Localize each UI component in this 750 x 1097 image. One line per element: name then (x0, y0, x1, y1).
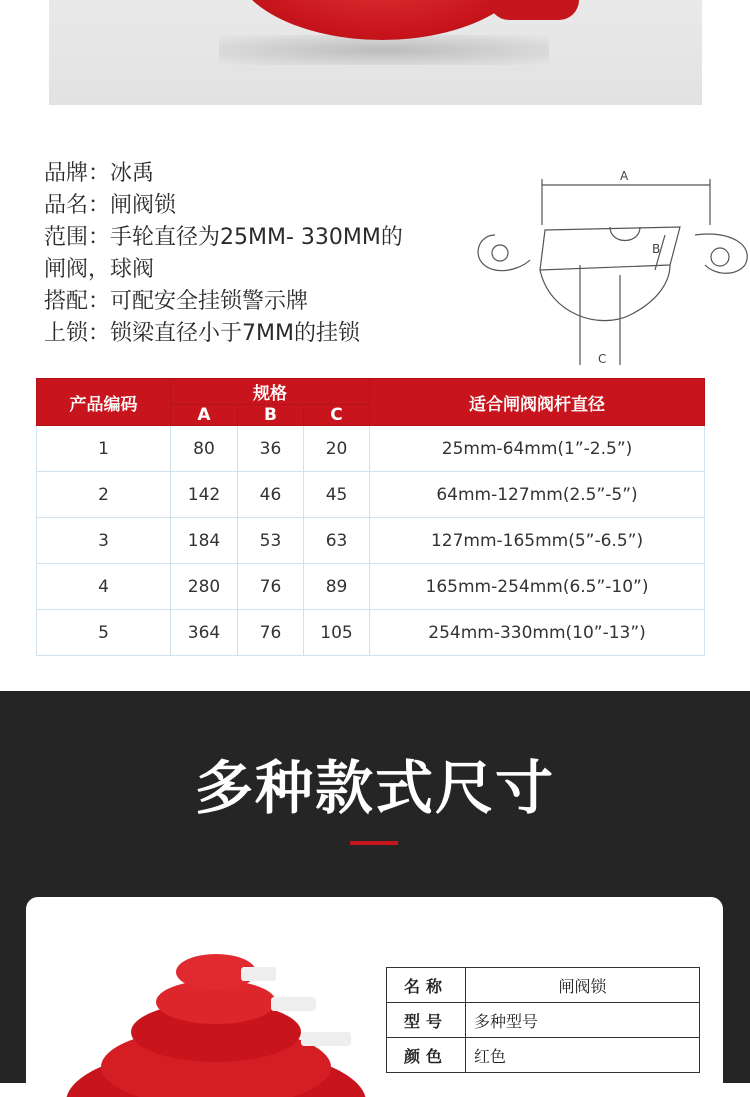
cell-a: 364 (171, 610, 238, 656)
cell-code: 4 (37, 564, 171, 610)
cell-code: 2 (37, 472, 171, 518)
title-accent-bar (350, 841, 398, 845)
header-product-code: 产品编码 (37, 379, 171, 426)
cell-b: 36 (238, 426, 304, 472)
header-c: C (304, 405, 370, 426)
attribute-key: 颜色 (387, 1038, 466, 1073)
cell-b: 76 (238, 564, 304, 610)
header-a: A (171, 405, 238, 426)
red-lock-tab (489, 0, 579, 20)
table-row (37, 518, 705, 564)
cell-c: 89 (304, 564, 370, 610)
red-lock-image (232, 0, 532, 40)
cell-range: 25mm-64mm(1”-2.5”) (370, 426, 705, 472)
attribute-row (387, 968, 700, 1003)
dimension-diagram (470, 165, 750, 365)
attribute-value: 闸阀锁 (466, 968, 700, 1003)
attribute-row (387, 1038, 700, 1073)
attribute-row (387, 1003, 700, 1038)
cell-a: 184 (171, 518, 238, 564)
cell-b: 46 (238, 472, 304, 518)
spec-line: 闸阀，球阀 (44, 257, 155, 282)
table-row (37, 564, 705, 610)
cell-c: 20 (304, 426, 370, 472)
table-row (37, 472, 705, 518)
cell-range: 64mm-127mm(2.5”-5”) (370, 472, 705, 518)
spec-line: 搭配：可配安全挂锁警示牌 (44, 289, 309, 314)
dimension-label-b: B (652, 242, 661, 256)
attribute-key: 名称 (387, 968, 466, 1003)
cell-c: 105 (304, 610, 370, 656)
cell-code: 3 (37, 518, 171, 564)
spec-line: 范围：手轮直径为25MM- 330MM的 (44, 225, 403, 250)
cell-a: 142 (171, 472, 238, 518)
cell-range: 254mm-330mm(10”-13”) (370, 610, 705, 656)
product-card (26, 897, 723, 1097)
stacked-locks-image (66, 927, 366, 1097)
attribute-table (386, 967, 700, 1073)
header-stem-diameter: 适合闸阀阀杆直径 (370, 379, 705, 426)
product-photo-top (49, 0, 702, 105)
cell-a: 80 (171, 426, 238, 472)
spec-line: 品牌：冰禹 (44, 161, 155, 186)
dark-section (0, 691, 750, 1083)
spec-line: 品名：闸阀锁 (44, 193, 177, 218)
section-title: 多种款式尺寸 (194, 754, 555, 822)
size-table (36, 378, 705, 656)
attribute-key: 型号 (387, 1003, 466, 1038)
attribute-value: 红色 (466, 1038, 700, 1073)
cell-range: 127mm-165mm(5”-6.5”) (370, 518, 705, 564)
table-row (37, 426, 705, 472)
cell-range: 165mm-254mm(6.5”-10”) (370, 564, 705, 610)
table-row (37, 610, 705, 656)
cell-c: 45 (304, 472, 370, 518)
attribute-value: 多种型号 (466, 1003, 700, 1038)
dimension-label-a: A (620, 169, 629, 183)
spec-line: 上锁：锁梁直径小于7MM的挂锁 (44, 321, 360, 346)
header-spec: 规格 (171, 379, 370, 405)
cell-b: 76 (238, 610, 304, 656)
cell-c: 63 (304, 518, 370, 564)
header-b: B (238, 405, 304, 426)
cell-b: 53 (238, 518, 304, 564)
cell-code: 1 (37, 426, 171, 472)
dimension-label-c: C (598, 352, 607, 365)
spec-lines (44, 158, 403, 350)
cell-code: 5 (37, 610, 171, 656)
cell-a: 280 (171, 564, 238, 610)
